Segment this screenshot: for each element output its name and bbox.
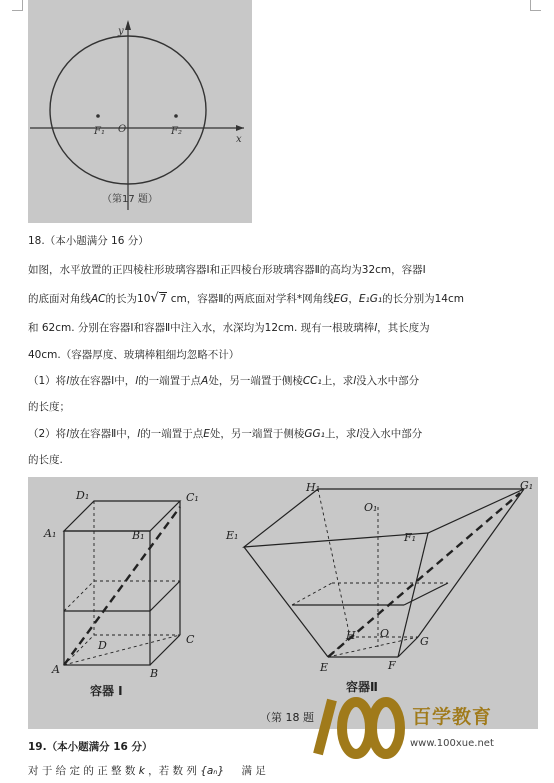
q2-point-e: E bbox=[203, 428, 210, 440]
fig18-label-g1: G₁ bbox=[520, 479, 534, 492]
container1-caption: 容器 I bbox=[90, 684, 123, 698]
q2-a: （2）将 bbox=[28, 428, 67, 440]
crop-mark-top-left bbox=[12, 0, 23, 11]
q2-d: 处，另一端置于侧棱 bbox=[209, 428, 305, 440]
q2-l: l bbox=[66, 428, 70, 440]
fig17-label-x: x bbox=[236, 134, 242, 145]
fig18-label-o1: O₁ bbox=[364, 501, 378, 514]
line3-end: ，其长度为 bbox=[377, 322, 430, 334]
q1-l: l bbox=[66, 375, 70, 387]
fig18-label-g: G bbox=[420, 635, 429, 648]
fig18-label-e: E bbox=[320, 661, 329, 674]
problem18-line1 bbox=[28, 263, 426, 277]
fig18-label-h1: H₁ bbox=[306, 481, 321, 494]
fig18-caption: （第 18 题 bbox=[260, 711, 314, 724]
logo-100xue bbox=[302, 692, 522, 764]
line3-text: 和 62cm. 分别在容器Ⅰ和容器Ⅱ中注入水，水深均为12cm. 现有一根玻璃棒 bbox=[28, 322, 375, 334]
fig18-label-b: B bbox=[150, 667, 159, 680]
q1-b: 放在容器Ⅰ中， bbox=[69, 375, 136, 387]
q1-f: 没入水中部分 bbox=[356, 375, 420, 387]
fig18-label-o: O bbox=[380, 627, 390, 640]
line2-e1g1: E₁G₁ bbox=[358, 293, 383, 305]
q2-f: 没入水中部分 bbox=[359, 428, 423, 440]
p19-line1-b: ，若 数 列 bbox=[148, 765, 197, 777]
fig17-label-y: y bbox=[118, 26, 124, 37]
question1-line1 bbox=[28, 374, 419, 388]
figure-17 bbox=[28, 0, 252, 223]
logo-number bbox=[302, 692, 304, 693]
q1-d: 处，另一端置于侧棱 bbox=[208, 375, 303, 387]
line2-ac: AC bbox=[91, 293, 106, 305]
q1-c: 的一端置于点 bbox=[138, 375, 202, 387]
line2-a: 的底面对角线 bbox=[28, 293, 91, 305]
logo-url: www.100xue.net bbox=[410, 738, 494, 749]
q1-point-a: A bbox=[201, 375, 209, 387]
q1-cc1: CC₁ bbox=[302, 375, 322, 387]
q1-a: （1）将 bbox=[28, 375, 67, 387]
fig18-label-c: C bbox=[186, 633, 195, 646]
q2-e: 上，求 bbox=[324, 428, 357, 440]
crop-mark-top-right bbox=[530, 0, 541, 11]
question2-line2: 的长度. bbox=[28, 454, 63, 466]
line2-b: 的长为10 bbox=[105, 293, 151, 305]
problem18-line4: 40cm.（容器厚度、玻璃棒粗细均忽略不计） bbox=[28, 349, 240, 361]
line2-eg: EG bbox=[333, 293, 349, 305]
sqrt-symbol: √ bbox=[150, 291, 159, 306]
fig18-label-b1: B₁ bbox=[132, 529, 145, 542]
q2-l3: l bbox=[356, 428, 360, 440]
question1-line2: 的长度； bbox=[28, 401, 70, 413]
fig18-label-e1: E₁ bbox=[226, 529, 239, 542]
problem19-heading: 19.（本小题满分 16 分） bbox=[28, 741, 153, 753]
q2-c: 的一端置于点 bbox=[140, 428, 204, 440]
q2-gg1: GG₁ bbox=[304, 428, 325, 440]
fig18-label-a: A bbox=[52, 663, 60, 676]
p19-an: {aₙ} bbox=[200, 765, 225, 777]
problem18-heading: 18.（本小题满分 16 分） bbox=[28, 235, 149, 247]
line2-sqrt-value: 7 bbox=[159, 293, 167, 305]
problem18-line1-text: 如图，水平放置的正四棱柱形玻璃容器Ⅰ和正四棱台形玻璃容器Ⅱ的高均为32cm，容器Ⅰ bbox=[28, 264, 426, 276]
logo-cn: 百学教育 bbox=[412, 706, 493, 728]
fig17-label-o: O bbox=[118, 124, 127, 135]
fig18-label-c1: C₁ bbox=[186, 491, 199, 504]
p19-line1-c: 满 足 bbox=[241, 765, 266, 777]
fig18-label-d: D bbox=[98, 639, 107, 652]
container2-caption: 容器Ⅱ bbox=[346, 680, 378, 694]
fig18-label-d1: D₁ bbox=[76, 489, 90, 502]
fig17-caption: （第17 题） bbox=[102, 194, 158, 205]
problem18-line3 bbox=[28, 321, 430, 335]
line2-c: cm，容器Ⅱ的两底面对学科*网角线 bbox=[167, 293, 334, 305]
question2-line1 bbox=[28, 427, 422, 441]
q1-l2: l bbox=[135, 375, 139, 387]
fig18-label-a1: A₁ bbox=[44, 527, 57, 540]
line2-sep: ， bbox=[348, 293, 359, 305]
fig18-label-f1: F₁ bbox=[404, 531, 417, 544]
q2-l2: l bbox=[137, 428, 141, 440]
q2-b: 放在容器Ⅱ中， bbox=[69, 428, 138, 440]
q1-l3: l bbox=[353, 375, 357, 387]
p19-k: k bbox=[138, 765, 145, 777]
fig17-label-f2: F₂ bbox=[171, 126, 182, 137]
fig17-label-f1: F₁ bbox=[94, 126, 105, 137]
p19-line1-text: 对 于 给 定 的 正 整 数 bbox=[28, 765, 136, 777]
fig18-label-f: F bbox=[388, 659, 396, 672]
fig18-label-h: H bbox=[346, 629, 356, 642]
problem18-line2 bbox=[28, 292, 464, 306]
line3-l: l bbox=[374, 322, 378, 334]
q1-e: 上，求 bbox=[321, 375, 354, 387]
line2-d: 的长分别为14cm bbox=[382, 293, 464, 305]
problem19-line1 bbox=[28, 764, 498, 778]
